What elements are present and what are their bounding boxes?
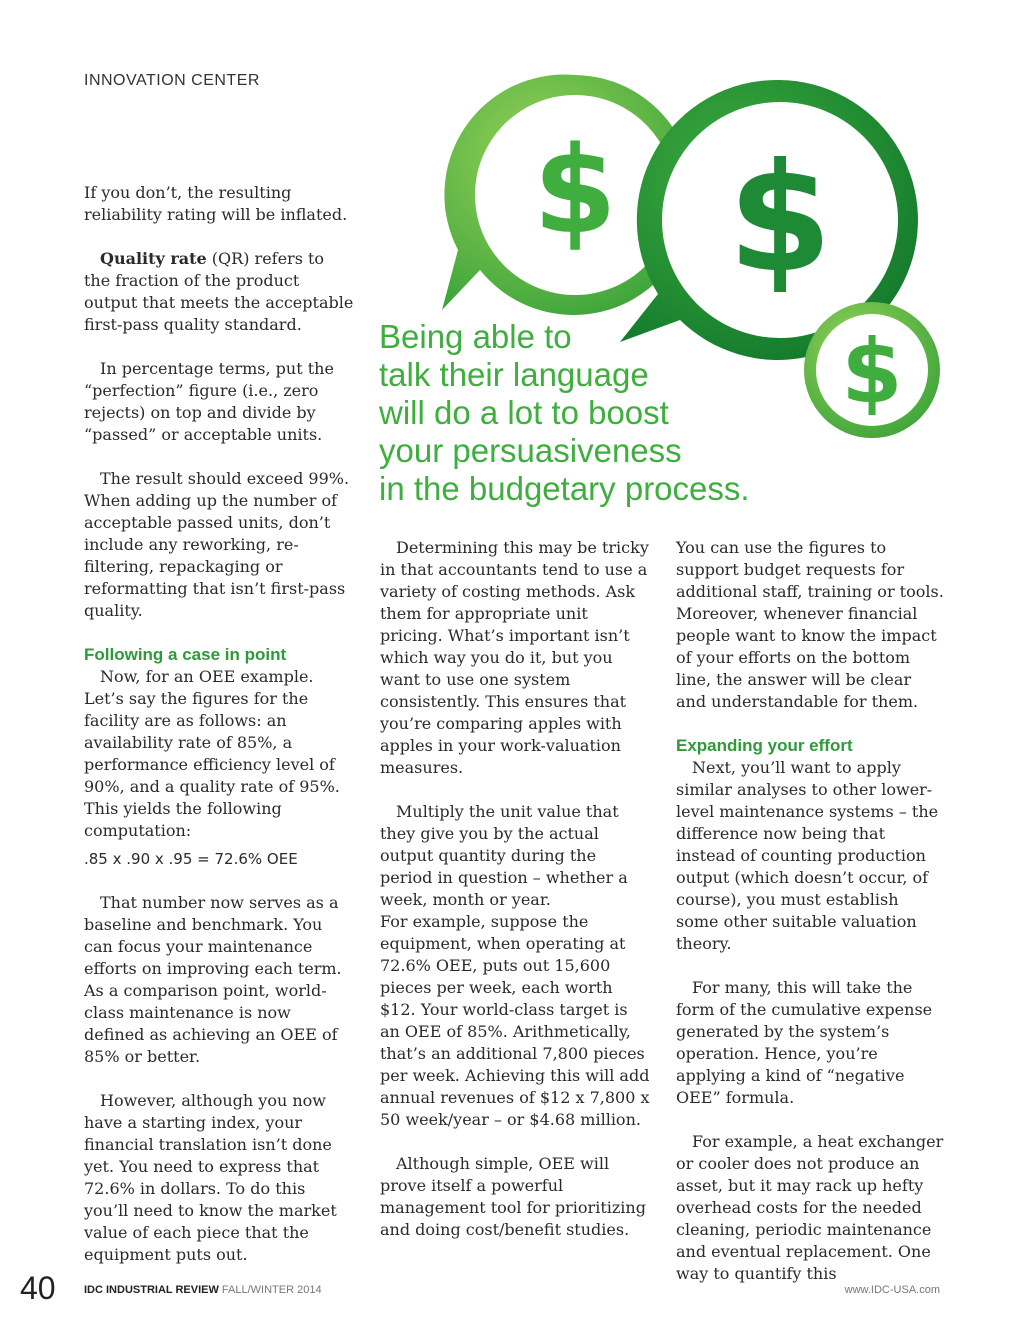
paragraph: Multiply the unit value that they give you by the actual output quantity during the period in question – whether a week, month or year. bbox=[380, 802, 628, 909]
svg-text:$: $ bbox=[727, 132, 833, 306]
page-number: 40 bbox=[20, 1270, 56, 1306]
paragraph: For example, suppose the equipment, when operating at 72.6% OEE, puts out 15,600 pieces per week, each worth $12. Your world-class target is an OEE of 85%. Arithmetically, that’s an additional 7,800 pieces per week. Achieving this will add annual revenues of $12 x 7,800 x 50 week/year – or $4.68 million. bbox=[380, 912, 650, 1129]
article-column-2 bbox=[380, 537, 650, 1263]
magazine-name: IDC INDUSTRIAL REVIEW bbox=[84, 1284, 219, 1296]
pull-quote-line: Being able to bbox=[379, 318, 572, 355]
issue-label: FALL/WINTER 2014 bbox=[221, 1284, 322, 1296]
paragraph: In percentage terms, put the “perfection” figure (i.e., zero rejects) on top and divide by “passed” or acceptable units. bbox=[84, 359, 334, 444]
oee-formula: .85 x .90 x .95 = 72.6% OEE bbox=[84, 850, 298, 868]
pull-quote-line: in the budgetary process. bbox=[379, 470, 750, 507]
magazine-title bbox=[84, 1284, 322, 1296]
term-quality-rate: Quality rate bbox=[100, 249, 207, 268]
section-label: INNOVATION CENTER bbox=[84, 72, 260, 89]
paragraph: However, although you now have a starting index, your financial translation isn’t done yet. You need to express that 72.6% in dollars. To do this you’ll need to know the market value of each piece that the equipment puts out. bbox=[84, 1091, 337, 1264]
pull-quote bbox=[379, 318, 849, 508]
paragraph: Next, you’ll want to apply similar analyses to other lower-level maintenance systems – the difference now being that instead of counting production output (which doesn’t occur, of course), you must establish some other suitable valuation theory. bbox=[676, 758, 939, 953]
paragraph: You can use the figures to support budget requests for additional staff, training or tools. Moreover, whenever financial people want to know the impact of your efforts on the bottom line, the answer will be clear and understandable for them. bbox=[676, 538, 944, 711]
section-heading: Following a case in point bbox=[84, 645, 287, 664]
paragraph: For example, a heat exchanger or cooler does not produce an asset, but it may rack up hefty overhead costs for the needed cleaning, periodic maintenance and eventual replacement. One way to quantify this bbox=[676, 1132, 944, 1283]
paragraph bbox=[84, 248, 354, 336]
paragraph-text: (QR) refers to the fraction of the product output that meets the acceptable first-pass quality standard. bbox=[84, 249, 354, 334]
paragraph: For many, this will take the form of the cumulative expense generated by the system’s operation. Hence, you’re applying a kind of “negative OEE” formula. bbox=[676, 978, 933, 1107]
paragraph: The result should exceed 99%. When adding up the number of acceptable passed units, don’t include any reworking, re-filtering, repackaging or reformatting that isn’t first-pass quality. bbox=[84, 469, 350, 620]
pull-quote-line: talk their language bbox=[379, 356, 649, 393]
website-url[interactable]: www.IDC-USA.com bbox=[844, 1284, 940, 1296]
svg-text:$: $ bbox=[533, 122, 617, 261]
pull-quote-line: will do a lot to boost bbox=[379, 394, 669, 431]
paragraph: Determining this may be tricky in that accountants tend to use a variety of costing methods. Ask them for appropriate unit pricing. What’s important isn’t which way you do it, but you want to use one system consistently. This ensures that you’re comparing apples with apples in your work-valuation measures. bbox=[380, 538, 649, 777]
paragraph: If you don’t, the resulting reliability rating will be inflated. bbox=[84, 183, 348, 224]
paragraph: That number now serves as a baseline and benchmark. You can focus your maintenance efforts on improving each term. As a comparison point, world-class maintenance is now defined as achieving an OEE of 85% or better. bbox=[84, 893, 342, 1066]
paragraph: Although simple, OEE will prove itself a powerful management tool for prioritizing and doing cost/benefit studies. bbox=[380, 1154, 646, 1239]
section-heading: Expanding your effort bbox=[676, 736, 853, 755]
svg-text:$: $ bbox=[841, 320, 903, 423]
article-column-3 bbox=[676, 537, 946, 1307]
paragraph: Now, for an OEE example. Let’s say the figures for the facility are as follows: an availability rate of 85%, a performance efficiency level of 90%, and a quality rate of 95%. This yields the following computation: bbox=[84, 667, 340, 840]
pull-quote-line: your persuasiveness bbox=[379, 432, 682, 469]
article-column-1 bbox=[84, 182, 354, 1288]
